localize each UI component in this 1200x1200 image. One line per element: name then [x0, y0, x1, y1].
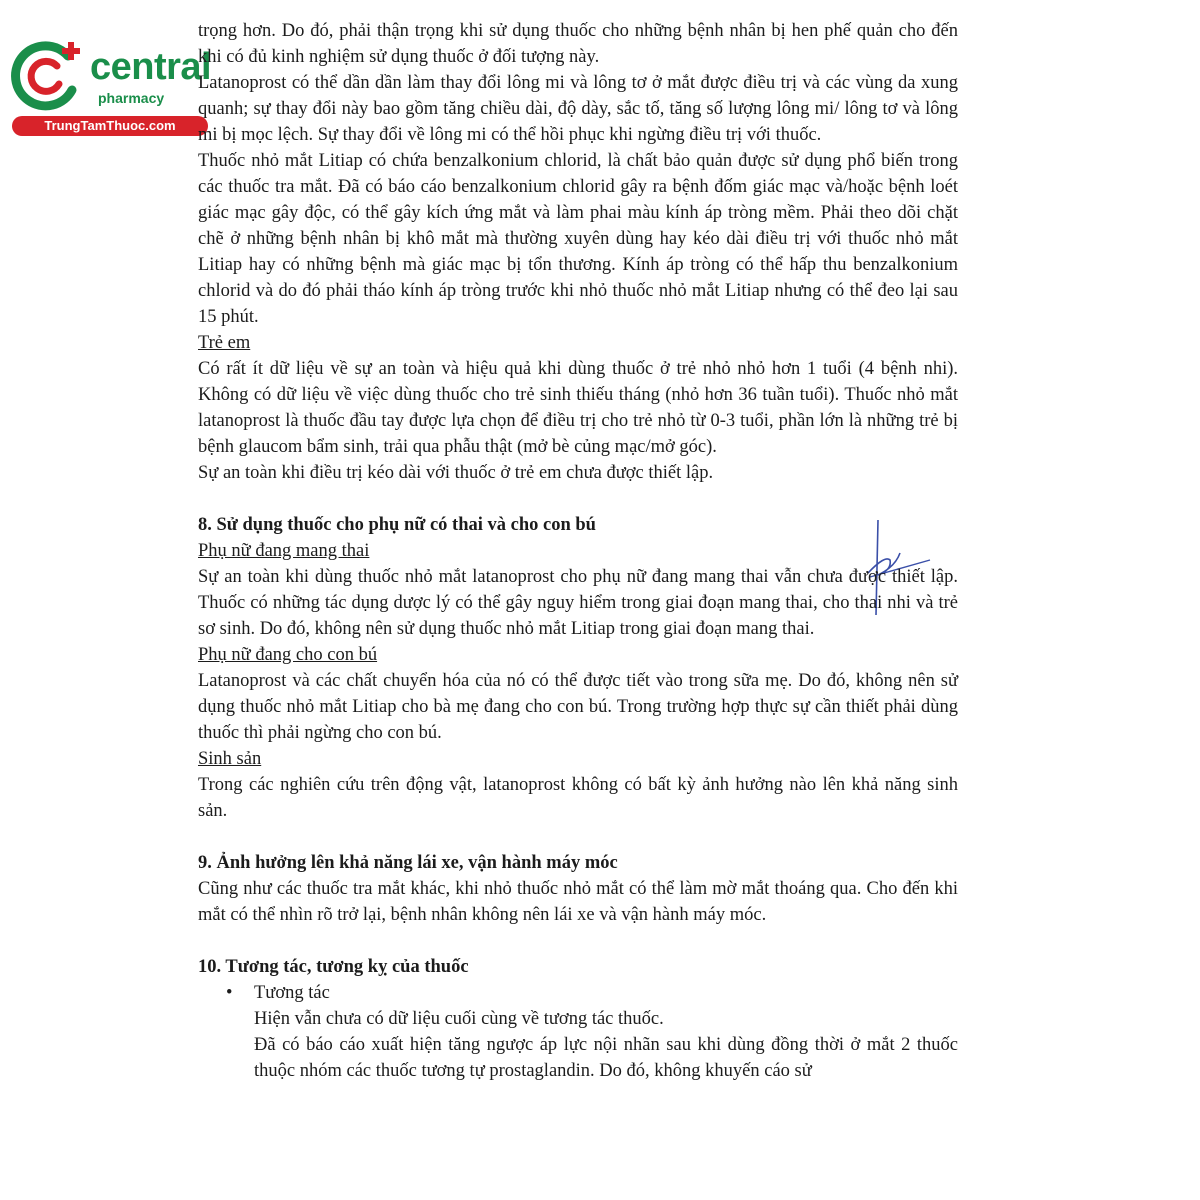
logo-website: TrungTamThuoc.com	[12, 116, 208, 136]
paragraph: Đã có báo cáo xuất hiện tăng ngược áp lực nội nhãn sau khi dùng đồng thời ở mắt 2 thuốc thuộc nhóm các thuốc tương tự prostaglandin. Do đó, không khuyến cáo sử	[254, 1035, 958, 1081]
section-heading-9: 9. Ảnh hưởng lên khả năng lái xe, vận hành máy móc	[198, 853, 618, 873]
subheading-children: Trẻ em	[198, 333, 251, 353]
section-heading-10: 10. Tương tác, tương kỵ của thuốc	[198, 957, 469, 977]
subheading-pregnant: Phụ nữ đang mang thai	[198, 541, 370, 561]
paragraph: Trong các nghiên cứu trên động vật, latanoprost không có bất kỳ ảnh hưởng nào lên khả năng sinh sản.	[198, 775, 958, 821]
document-page	[198, 18, 958, 1084]
paragraph: Sự an toàn khi điều trị kéo dài với thuốc ở trẻ em chưa được thiết lập.	[198, 463, 714, 483]
central-pharmacy-logo	[10, 38, 215, 138]
bullet-label: Tương tác	[254, 983, 330, 1003]
paragraph: Cũng như các thuốc tra mắt khác, khi nhỏ thuốc nhỏ mắt có thể làm mờ mắt thoáng qua. Cho đến khi mắt có thể nhìn rõ trở lại, bệnh nhân không nên lái xe và vận hành máy móc.	[198, 879, 958, 925]
paragraph: Hiện vẫn chưa có dữ liệu cuối cùng về tương tác thuốc.	[254, 1009, 664, 1029]
logo-mark-icon	[10, 38, 90, 116]
section-heading-8: 8. Sử dụng thuốc cho phụ nữ có thai và cho con bú	[198, 515, 596, 535]
logo-tagline: pharmacy	[98, 90, 165, 106]
subheading-fertility: Sinh sản	[198, 749, 262, 769]
paragraph: Sự an toàn khi dùng thuốc nhỏ mắt latanoprost cho phụ nữ đang mang thai vẫn chưa được thiết lập. Thuốc có những tác dụng dược lý có thể gây nguy hiểm trong giai đoạn mang thai, cho thai nhi và trẻ sơ sinh. Do đó, không nên sử dụng thuốc nhỏ mắt Litiap trong giai đoạn mang thai.	[198, 567, 958, 639]
paragraph: Thuốc nhỏ mắt Litiap có chứa benzalkonium chlorid, là chất bảo quản được sử dụng phổ biến trong các thuốc tra mắt. Đã có báo cáo benzalkonium chlorid gây ra bệnh đốm giác mạc và/hoặc bệnh loét giác mạc gây độc, có thể gây kích ứng mắt và làm phai màu kính áp tròng mềm. Phải theo dõi chặt chẽ ở những bệnh nhân bị khô mắt mà thường xuyên dùng hay kéo dài điều trị với thuốc nhỏ mắt Litiap hay có những bệnh mà giác mạc bị tổn thương. Kính áp tròng có thể hấp thu benzalkonium chlorid và do đó phải tháo kính áp tròng trước khi nhỏ thuốc nhỏ mắt Litiap nhưng có thể đeo lại sau 15 phút.	[198, 151, 958, 327]
bullet-icon: •	[226, 983, 233, 1003]
list-item	[198, 980, 958, 1006]
paragraph: trọng hơn. Do đó, phải thận trọng khi sử dụng thuốc cho những bệnh nhân bị hen phế quản cho đến khi có đủ kinh nghiệm sử dụng thuốc ở đối tượng này.	[198, 21, 958, 67]
logo-brand-text: central	[90, 46, 212, 88]
subheading-nursing: Phụ nữ đang cho con bú	[198, 645, 378, 665]
paragraph: Có rất ít dữ liệu về sự an toàn và hiệu quả khi dùng thuốc ở trẻ nhỏ nhỏ hơn 1 tuổi (4 bệnh nhi). Không có dữ liệu về việc dùng thuốc cho trẻ sinh thiếu tháng (nhỏ hơn 36 tuần tuổi). Thuốc nhỏ mắt latanoprost là thuốc đầu tay được lựa chọn để điều trị cho trẻ nhỏ từ 0-3 tuổi, phần lớn là những trẻ bị bệnh glaucom bẩm sinh, trải qua phẫu thật (mở bè củng mạc/mở góc).	[198, 359, 958, 457]
paragraph: Latanoprost và các chất chuyển hóa của nó có thể được tiết vào trong sữa mẹ. Do đó, không nên sử dụng thuốc nhỏ mắt Litiap cho bà mẹ đang cho con bú. Trong trường hợp thực sự cần thiết phải dùng thuốc thì phải ngừng cho con bú.	[198, 671, 958, 743]
paragraph: Latanoprost có thể dần dần làm thay đổi lông mi và lông tơ ở mắt được điều trị và các vùng da xung quanh; sự thay đổi này bao gồm tăng chiều dài, độ dày, sắc tố, tăng số lượng lông mi/ lông tơ và lông mi bị mọc lệch. Sự thay đổi về lông mi có thể hồi phục khi ngừng điều trị với thuốc.	[198, 73, 958, 145]
